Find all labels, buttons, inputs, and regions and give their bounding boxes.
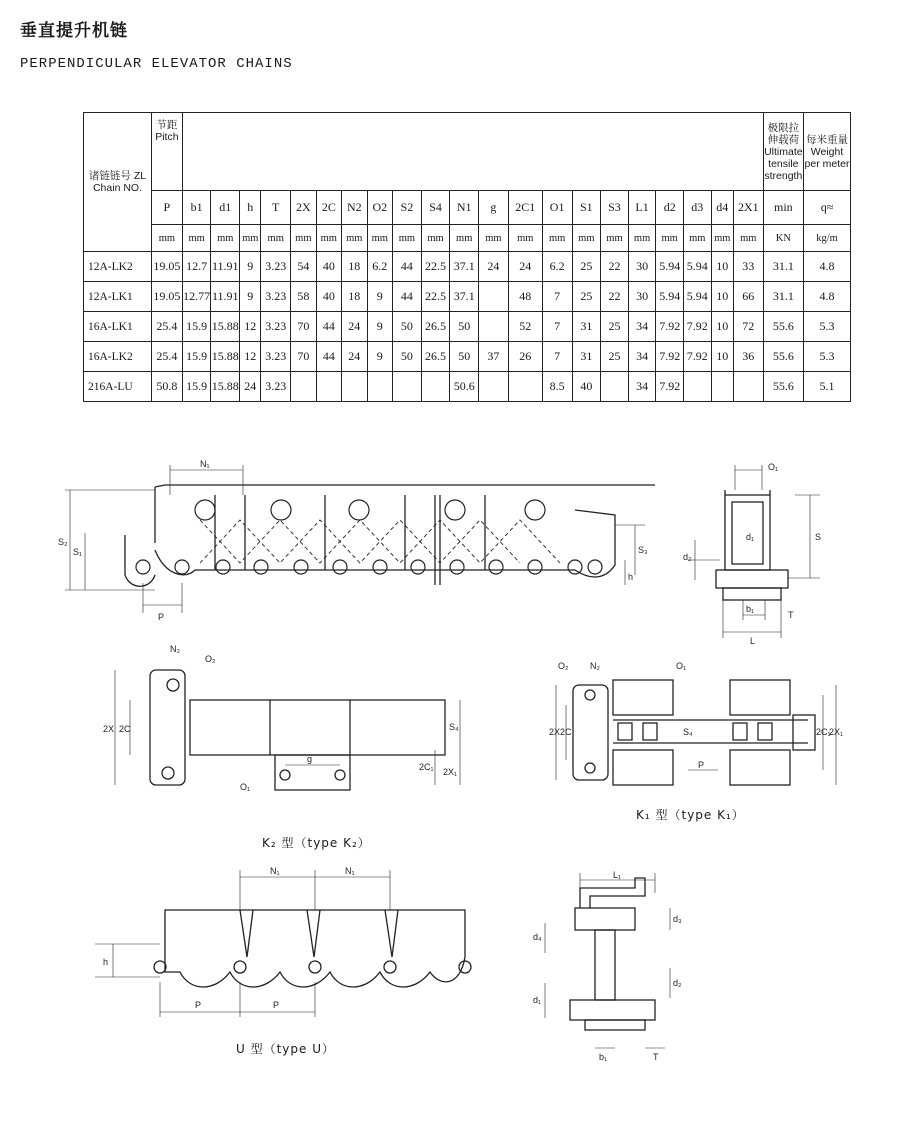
table-cell: 3.23 xyxy=(261,372,291,402)
table-cell: 26.5 xyxy=(421,312,450,342)
symbol-cell: min xyxy=(763,191,803,225)
symbol-cell: q≈ xyxy=(804,191,851,225)
u-type-drawing xyxy=(95,862,495,1022)
table-cell: 6.2 xyxy=(367,252,392,282)
unit-cell: mm xyxy=(240,225,261,252)
unit-cell: mm xyxy=(450,225,479,252)
table-cell: 50.8 xyxy=(151,372,182,402)
table-cell: 37.1 xyxy=(450,282,479,312)
table-cell: 36 xyxy=(733,342,763,372)
table-cell: 7.92 xyxy=(656,372,684,402)
table-cell: 40 xyxy=(572,372,601,402)
label-2x-k1: 2X xyxy=(549,727,561,737)
table-cell: 55.6 xyxy=(763,342,803,372)
table-cell: 33 xyxy=(733,252,763,282)
symbol-cell: 2X xyxy=(291,191,316,225)
symbol-cell: L1 xyxy=(628,191,656,225)
table-cell: 7.92 xyxy=(656,342,684,372)
symbol-cell: 2C1 xyxy=(508,191,542,225)
table-cell: 15.9 xyxy=(182,342,211,372)
unit-cell: mm xyxy=(261,225,291,252)
table-cell: 15.9 xyxy=(182,372,211,402)
header-weight: 每米重量 Weight per meter xyxy=(804,113,851,191)
k2-type-drawing xyxy=(95,640,475,800)
label-s: S xyxy=(815,532,822,542)
unit-cell: mm xyxy=(684,225,712,252)
table-cell: 40 xyxy=(316,282,341,312)
symbol-cell: O2 xyxy=(367,191,392,225)
symbol-cell: S2 xyxy=(393,191,422,225)
label-d2-u: d₂ xyxy=(673,978,682,988)
symbol-cell: 2C xyxy=(316,191,341,225)
table-cell: 44 xyxy=(316,342,341,372)
table-cell: 22.5 xyxy=(421,252,450,282)
table-cell xyxy=(367,372,392,402)
table-cell: 25.4 xyxy=(151,312,182,342)
table-cell: 7 xyxy=(542,282,572,312)
unit-cell: mm xyxy=(572,225,601,252)
chain-model-cell: 216A-LU xyxy=(84,372,152,402)
table-cell: 50 xyxy=(450,342,479,372)
table-cell: 52 xyxy=(508,312,542,342)
table-row xyxy=(84,282,851,312)
table-cell: 37.1 xyxy=(450,252,479,282)
label-n2-k2: N₂ xyxy=(170,644,180,654)
table-cell: 9 xyxy=(240,252,261,282)
label-d2-section: d₂ xyxy=(683,552,692,562)
label-d4-u: d₄ xyxy=(533,932,542,942)
label-n1-u-a: N₁ xyxy=(270,866,280,876)
table-cell: 10 xyxy=(711,252,733,282)
page-subtitle: PERPENDICULAR ELEVATOR CHAINS xyxy=(20,56,293,72)
table-cell: 50 xyxy=(393,312,422,342)
table-cell: 37 xyxy=(479,342,509,372)
table-cell: 55.6 xyxy=(763,312,803,342)
unit-cell: mm xyxy=(291,225,316,252)
label-p: P xyxy=(158,612,165,622)
table-cell: 31 xyxy=(572,312,601,342)
table-cell: 15.88 xyxy=(211,342,240,372)
table-cell: 5.94 xyxy=(656,282,684,312)
table-cell: 70 xyxy=(291,312,316,342)
k1-type-drawing xyxy=(548,655,848,795)
unit-cell: mm xyxy=(656,225,684,252)
table-cell: 10 xyxy=(711,342,733,372)
label-d3-u: d₃ xyxy=(673,914,682,924)
unit-row xyxy=(84,225,851,252)
table-cell: 19.05 xyxy=(151,282,182,312)
label-s4-k1: S₄ xyxy=(683,727,693,737)
table-cell: 72 xyxy=(733,312,763,342)
table-cell: 48 xyxy=(508,282,542,312)
table-cell: 4.8 xyxy=(804,252,851,282)
symbol-cell: N1 xyxy=(450,191,479,225)
table-cell xyxy=(601,372,629,402)
caption-k2: K₂ 型（type K₂） xyxy=(262,836,371,850)
table-cell: 11.91 xyxy=(211,282,240,312)
label-p-k1: P xyxy=(698,760,705,770)
label-2x1-k2: 2X₁ xyxy=(443,767,458,777)
symbol-cell: d3 xyxy=(684,191,712,225)
table-cell: 3.23 xyxy=(261,282,291,312)
header-blank xyxy=(182,113,763,191)
table-cell: 18 xyxy=(342,252,367,282)
table-cell: 5.1 xyxy=(804,372,851,402)
unit-cell: mm xyxy=(211,225,240,252)
symbol-cell: S1 xyxy=(572,191,601,225)
unit-cell: mm xyxy=(733,225,763,252)
label-2c1-k1: 2C₁ xyxy=(816,727,831,737)
table-row xyxy=(84,342,851,372)
table-cell xyxy=(421,372,450,402)
table-cell xyxy=(508,372,542,402)
table-cell: 55.6 xyxy=(763,372,803,402)
table-cell: 5.94 xyxy=(684,252,712,282)
unit-cell: mm xyxy=(421,225,450,252)
table-cell: 11.91 xyxy=(211,252,240,282)
unit-cell: mm xyxy=(393,225,422,252)
symbol-cell: d1 xyxy=(211,191,240,225)
label-g-k2: g xyxy=(307,754,313,764)
table-cell: 31.1 xyxy=(763,252,803,282)
unit-cell: mm xyxy=(628,225,656,252)
table-cell: 25 xyxy=(572,282,601,312)
symbol-cell: d2 xyxy=(656,191,684,225)
symbol-cell: O1 xyxy=(542,191,572,225)
table-cell: 44 xyxy=(316,312,341,342)
page-title: 垂直提升机链 xyxy=(20,21,128,41)
table-cell: 7.92 xyxy=(656,312,684,342)
header-pitch: 节距 Pitch xyxy=(151,113,182,191)
table-cell: 9 xyxy=(367,282,392,312)
label-b1-u: b₁ xyxy=(599,1052,608,1062)
table-cell: 31.1 xyxy=(763,282,803,312)
table-cell xyxy=(479,312,509,342)
table-cell: 5.94 xyxy=(656,252,684,282)
table-cell: 8.5 xyxy=(542,372,572,402)
label-b1-section: b₁ xyxy=(746,604,755,614)
label-2x-k2: 2X xyxy=(103,724,115,734)
unit-cell: kg/m xyxy=(804,225,851,252)
table-body xyxy=(84,252,851,402)
table-cell: 66 xyxy=(733,282,763,312)
table-row xyxy=(84,252,851,282)
table-cell: 12 xyxy=(240,312,261,342)
symbol-cell: N2 xyxy=(342,191,367,225)
table-cell: 15.88 xyxy=(211,372,240,402)
label-n2-k1: N₂ xyxy=(590,661,600,671)
symbol-cell: S4 xyxy=(421,191,450,225)
u-section-drawing xyxy=(525,868,700,1063)
table-cell: 50 xyxy=(393,342,422,372)
symbol-cell: g xyxy=(479,191,509,225)
table-cell xyxy=(733,372,763,402)
symbol-cell: 2X1 xyxy=(733,191,763,225)
label-s4-k2: S₄ xyxy=(449,722,459,732)
table-cell: 7.92 xyxy=(684,312,712,342)
table-cell: 44 xyxy=(393,252,422,282)
label-h-u: h xyxy=(103,957,109,967)
table-cell xyxy=(316,372,341,402)
table-cell: 7 xyxy=(542,312,572,342)
chain-side-view-drawing xyxy=(55,455,655,625)
label-t-u: T xyxy=(653,1052,659,1062)
label-o2-k1: O₂ xyxy=(558,661,569,671)
header-chain-no: 诸链链号 ZL Chain NO. xyxy=(84,113,152,252)
table-cell: 26 xyxy=(508,342,542,372)
chain-model-cell: 16A-LK1 xyxy=(84,312,152,342)
table-cell: 10 xyxy=(711,282,733,312)
label-d1-u: d₁ xyxy=(533,995,542,1005)
unit-cell: mm xyxy=(508,225,542,252)
symbol-cell: h xyxy=(240,191,261,225)
label-t-section: T xyxy=(788,610,794,620)
table-cell: 3.23 xyxy=(261,342,291,372)
table-cell: 70 xyxy=(291,342,316,372)
table-cell: 7 xyxy=(542,342,572,372)
label-2x1-k1: 2X₁ xyxy=(829,727,844,737)
table-cell: 12.7 xyxy=(182,252,211,282)
table-cell: 5.3 xyxy=(804,312,851,342)
table-cell: 19.05 xyxy=(151,252,182,282)
caption-u: U 型（type U） xyxy=(236,1042,336,1056)
label-s3: S₃ xyxy=(638,545,648,555)
table-cell: 50 xyxy=(450,312,479,342)
table-cell: 3.23 xyxy=(261,312,291,342)
symbol-row xyxy=(84,191,851,225)
table-cell: 24 xyxy=(508,252,542,282)
table-cell xyxy=(342,372,367,402)
unit-cell: mm xyxy=(367,225,392,252)
caption-k1: K₁ 型（type K₁） xyxy=(636,808,745,822)
chain-model-cell: 12A-LK2 xyxy=(84,252,152,282)
table-cell: 22.5 xyxy=(421,282,450,312)
table-cell: 34 xyxy=(628,372,656,402)
table-cell xyxy=(393,372,422,402)
label-2c-k2: 2C xyxy=(119,724,131,734)
unit-cell: mm xyxy=(601,225,629,252)
table-cell: 12.77 xyxy=(182,282,211,312)
table-cell xyxy=(479,282,509,312)
table-cell: 58 xyxy=(291,282,316,312)
table-cell: 31 xyxy=(572,342,601,372)
table-cell: 25.4 xyxy=(151,342,182,372)
table-cell: 4.8 xyxy=(804,282,851,312)
label-p-u-b: P xyxy=(273,1000,280,1010)
table-row xyxy=(84,312,851,342)
unit-cell: mm xyxy=(316,225,341,252)
chain-model-cell: 12A-LK1 xyxy=(84,282,152,312)
table-cell xyxy=(711,372,733,402)
spec-table xyxy=(83,112,851,402)
unit-cell: mm xyxy=(479,225,509,252)
label-d1-section: d₁ xyxy=(746,532,755,542)
table-cell xyxy=(684,372,712,402)
symbol-cell: d4 xyxy=(711,191,733,225)
table-cell: 40 xyxy=(316,252,341,282)
table-cell: 9 xyxy=(367,312,392,342)
symbol-cell: T xyxy=(261,191,291,225)
table-cell: 50.6 xyxy=(450,372,479,402)
cross-section-drawing xyxy=(680,460,850,645)
unit-cell: mm xyxy=(542,225,572,252)
table-cell xyxy=(479,372,509,402)
table-cell: 54 xyxy=(291,252,316,282)
label-o1-section: O₁ xyxy=(768,462,779,472)
label-2c-k1: 2C xyxy=(560,727,572,737)
label-o1-k1: O₁ xyxy=(676,661,687,671)
table-cell: 10 xyxy=(711,312,733,342)
symbol-cell: b1 xyxy=(182,191,211,225)
label-p-u-a: P xyxy=(195,1000,202,1010)
table-cell: 30 xyxy=(628,252,656,282)
label-h: h xyxy=(628,572,634,582)
unit-cell: mm xyxy=(342,225,367,252)
table-cell: 24 xyxy=(342,342,367,372)
label-s2: S₂ xyxy=(58,537,68,547)
table-cell: 9 xyxy=(367,342,392,372)
table-cell: 12 xyxy=(240,342,261,372)
chain-model-cell: 16A-LK2 xyxy=(84,342,152,372)
label-o2-k2: O₂ xyxy=(205,654,216,664)
label-l1-u: L₁ xyxy=(613,870,622,880)
table-cell: 30 xyxy=(628,282,656,312)
table-cell: 34 xyxy=(628,342,656,372)
table-cell: 25 xyxy=(572,252,601,282)
table-cell: 15.88 xyxy=(211,312,240,342)
symbol-cell: P xyxy=(151,191,182,225)
table-cell xyxy=(291,372,316,402)
table-cell: 5.94 xyxy=(684,282,712,312)
unit-cell: KN xyxy=(763,225,803,252)
label-o1-k2: O₁ xyxy=(240,782,251,792)
label-s1: S₁ xyxy=(73,547,83,557)
table-row xyxy=(84,372,851,402)
table-cell: 24 xyxy=(342,312,367,342)
label-n1-u-b: N₁ xyxy=(345,866,355,876)
table-cell: 44 xyxy=(393,282,422,312)
label-l: L xyxy=(750,636,756,645)
table-cell: 15.9 xyxy=(182,312,211,342)
unit-cell: mm xyxy=(182,225,211,252)
table-cell: 9 xyxy=(240,282,261,312)
label-n1: N₁ xyxy=(200,459,210,469)
table-cell: 5.3 xyxy=(804,342,851,372)
table-cell: 26.5 xyxy=(421,342,450,372)
unit-cell: mm xyxy=(711,225,733,252)
table-cell: 34 xyxy=(628,312,656,342)
table-cell: 24 xyxy=(479,252,509,282)
table-cell: 3.23 xyxy=(261,252,291,282)
header-strength: 极限拉伸载荷 Ultimate tensile strength xyxy=(763,113,803,191)
label-2c1-k2: 2C₁ xyxy=(419,762,434,772)
table-cell: 6.2 xyxy=(542,252,572,282)
table-cell: 22 xyxy=(601,282,629,312)
table-cell: 25 xyxy=(601,342,629,372)
table-cell: 18 xyxy=(342,282,367,312)
table-cell: 7.92 xyxy=(684,342,712,372)
table-cell: 22 xyxy=(601,252,629,282)
table-cell: 24 xyxy=(240,372,261,402)
table-cell: 25 xyxy=(601,312,629,342)
symbol-cell: S3 xyxy=(601,191,629,225)
unit-cell: mm xyxy=(151,225,182,252)
